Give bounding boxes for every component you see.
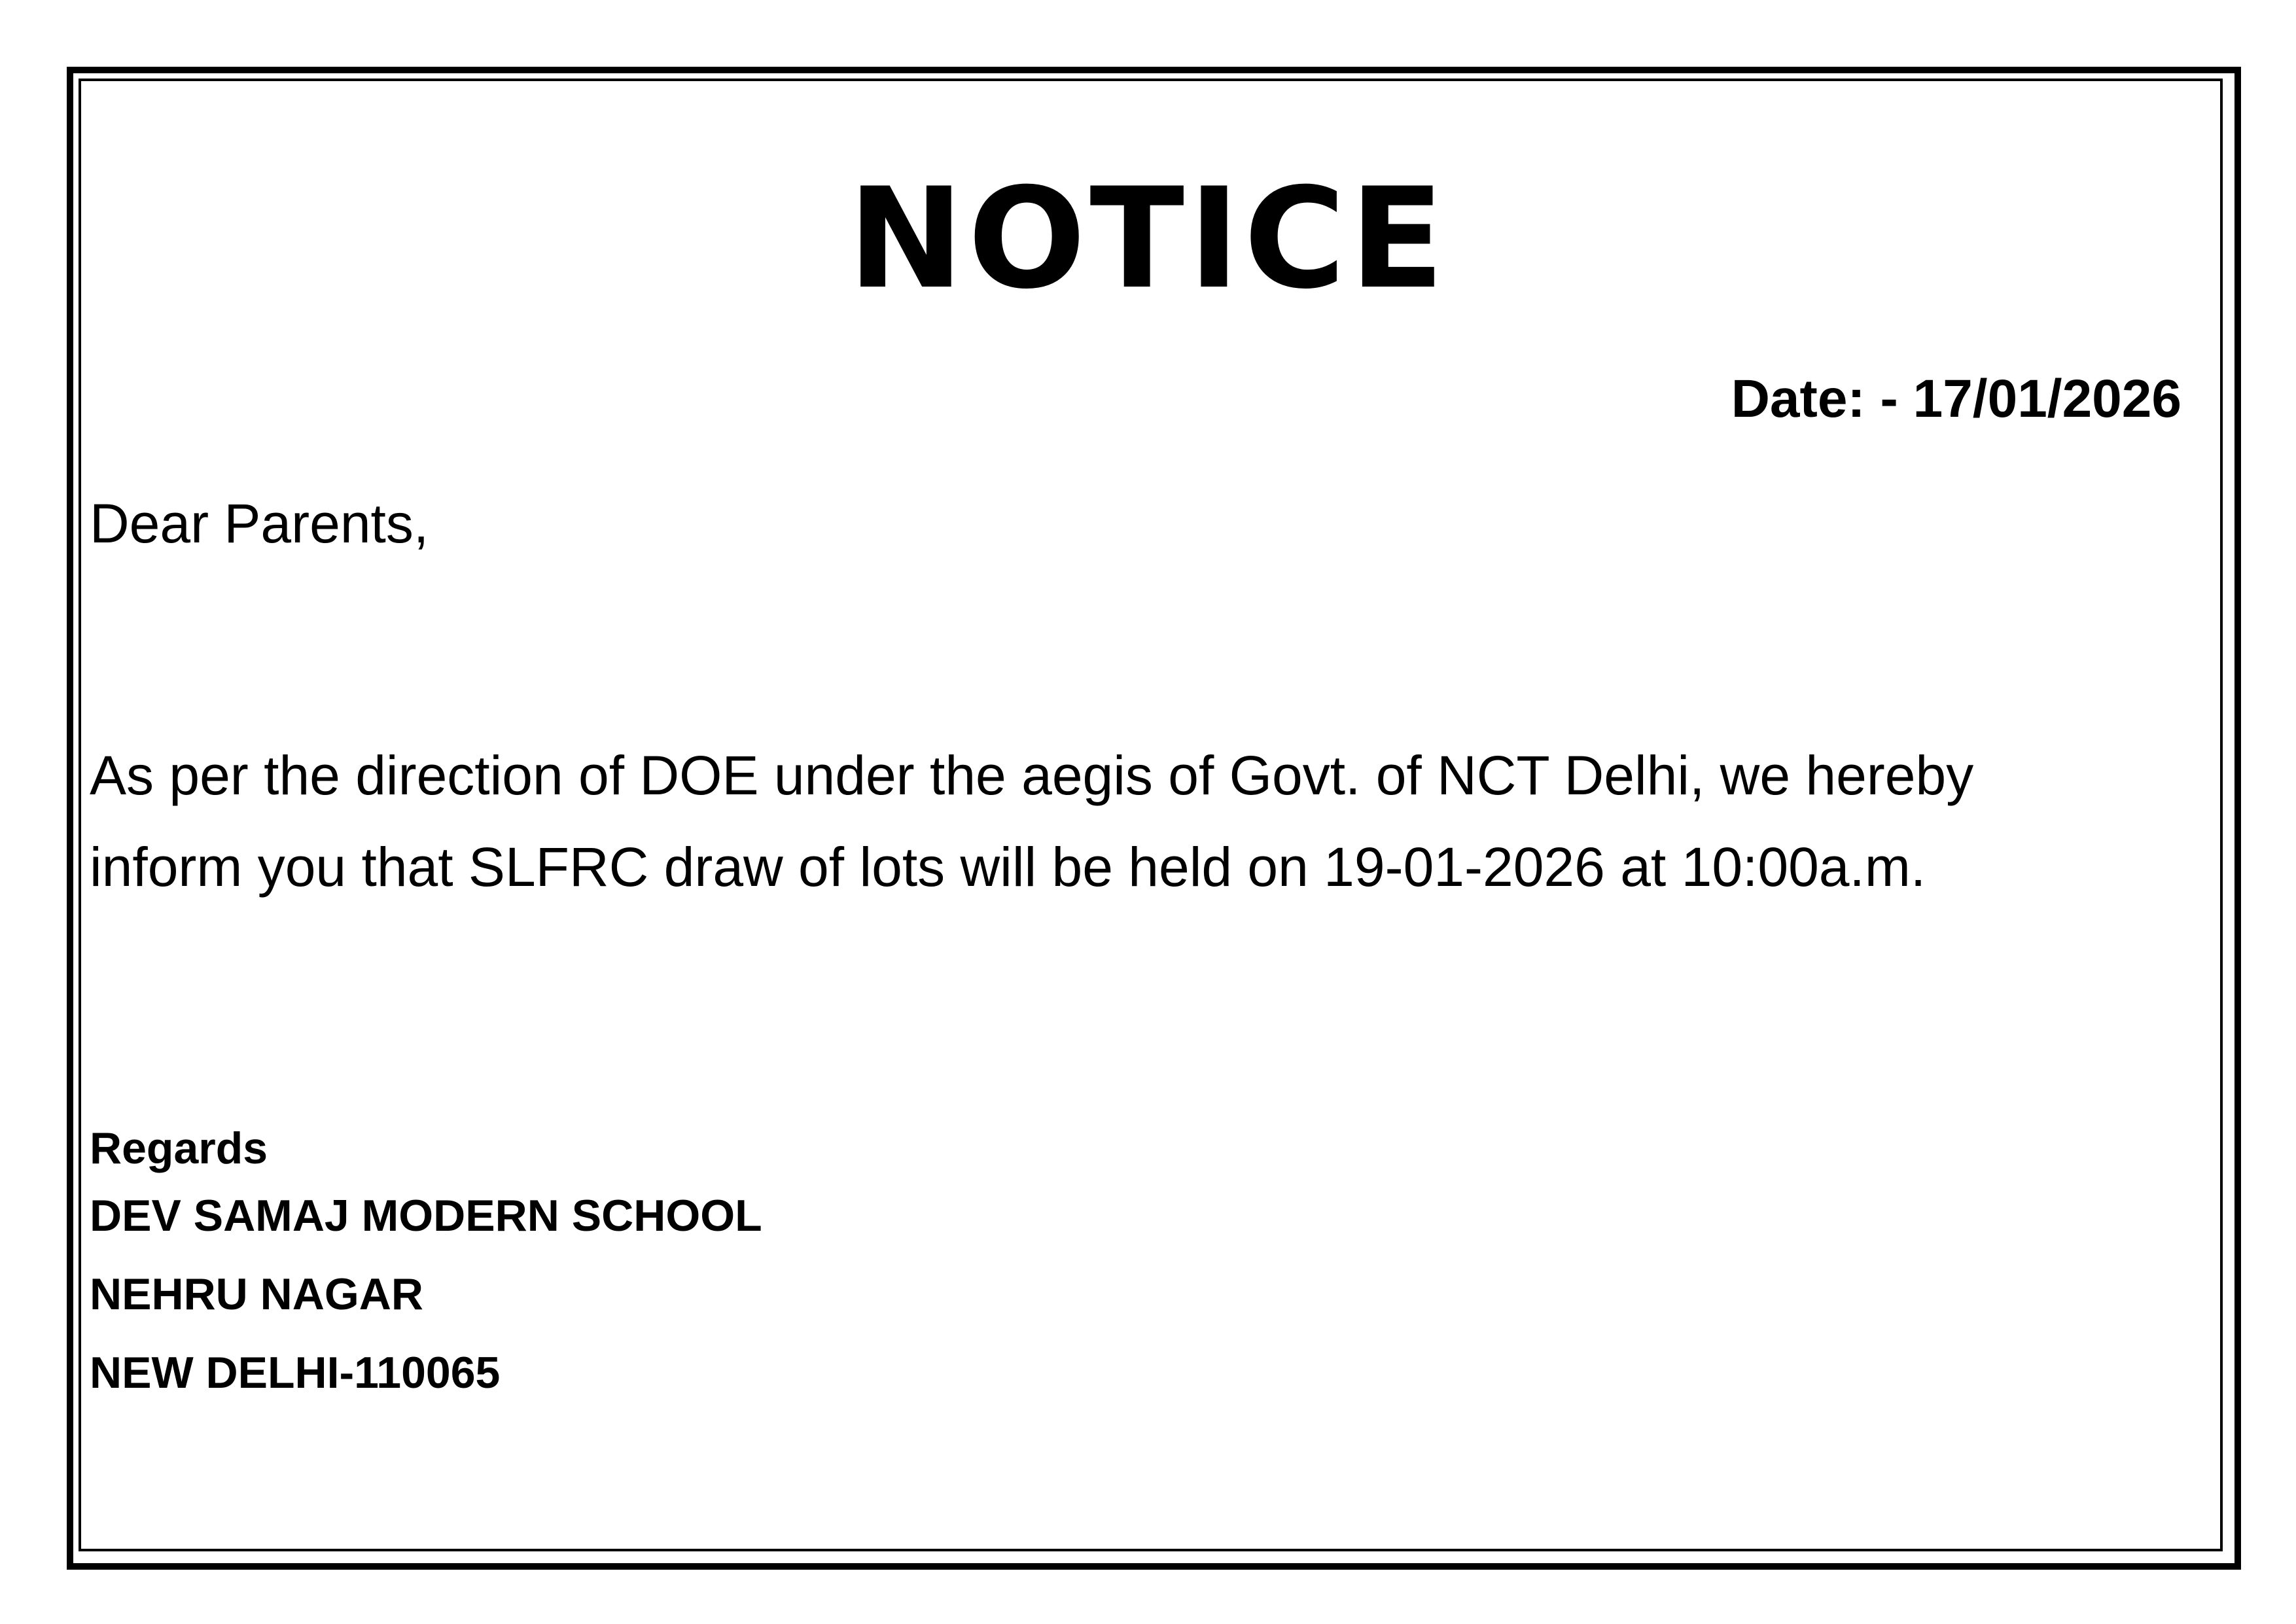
- school-locality: NEHRU NAGAR: [90, 1269, 423, 1319]
- school-city: NEW DELHI-110065: [90, 1348, 501, 1398]
- closing-regards: Regards: [90, 1123, 268, 1173]
- school-name: DEV SAMAJ MODERN SCHOOL: [90, 1191, 762, 1241]
- salutation: Dear Parents,: [90, 493, 429, 554]
- body-line: inform you that SLFRC draw of lots will be held on 19-01-2026 at 10:00a.m.: [90, 836, 1926, 898]
- notice-body: [90, 730, 2183, 913]
- body-line: As per the direction of DOE under the aegis of Govt. of NCT Delhi, we hereby: [90, 745, 1974, 806]
- notice-title: NOTICE: [847, 158, 1449, 319]
- notice-date: Date: - 17/01/2026: [1731, 369, 2181, 429]
